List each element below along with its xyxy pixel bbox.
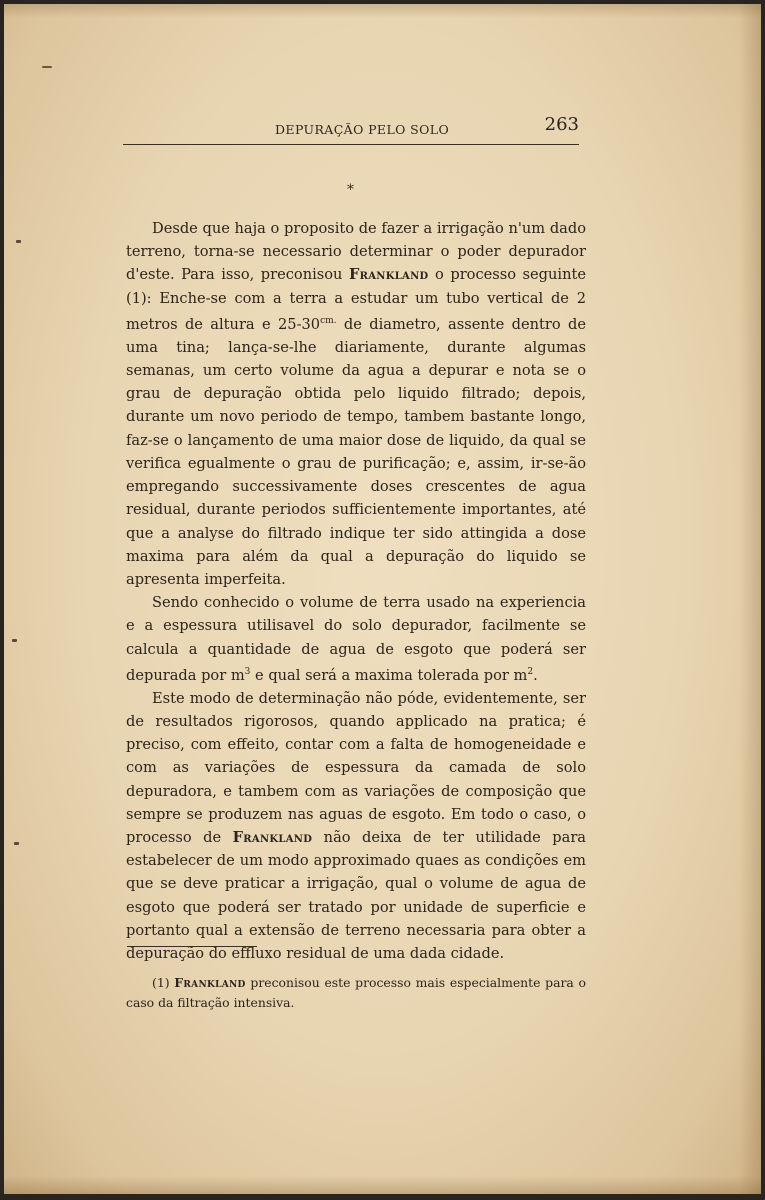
page-shadow-right (739, 4, 761, 1194)
page-number: 263 (544, 114, 579, 135)
running-header (123, 112, 579, 145)
unit-superscript: cm. (320, 315, 337, 326)
author-name: Frankland (232, 829, 313, 846)
author-name: Frankland (174, 975, 246, 990)
paragraph-1: Desde que haja o proposito de fazer a irrigação n'um dado terreno, torna-se necessario determinar o poder depurador d'este. Para isso, preconisou Frankland o processo seguinte (1): Enche-se com a terra a estudar um tubo vertical de 2 metros de altura e $25-30^{cm.}$ de diametro, assente dentro de uma tina; lança-se-lhe diariamente, durante algumas semanas, um certo volume da agua a depurar e nota se o grau de depuração obtida pelo liquido filtrado; depois, durante um novo periodo de tempo, tambem bastante longo, faz-se o lançamento de uma maior dose de liquido, da qual se verifica egualmente o grau de purificação; e, assim, ir-se-ão empregando successivamente doses crescentes de agua residual, durante periodos sufficientemente importantes, até que a analyse do filtrado indique ter sido attingida a dose maxima para além da qual a depuração do liquido se apresenta imperfeita. (126, 220, 586, 588)
section-asterisk: * (347, 182, 354, 198)
page-shadow-bottom (4, 1176, 761, 1194)
paragraph-2: Sendo conhecido o volume de terra usado na experiencia e a espessura utilisavel do solo depurador, facilmente se calcula a quantidade de agua de esgoto que poderá ser depurada por $m^3$ e qual será a maxima tolerada por $m^2$. (126, 594, 586, 684)
square-superscript: 2 (527, 666, 534, 677)
body-text (126, 217, 586, 965)
footnote-divider (127, 946, 257, 947)
footnote: (1) Frankland preconisou este processo mais especialmente para o caso da filtração intensiva. (126, 975, 587, 1010)
paper-blemish (16, 240, 21, 243)
book-page (4, 4, 761, 1194)
author-name: Frankland (348, 266, 429, 284)
running-title: DEPURAÇÃO PELO SOLO (275, 122, 450, 137)
cubic-superscript: 3 (244, 666, 251, 677)
paper-blemish (42, 66, 52, 68)
paper-blemish (12, 639, 17, 642)
page-shadow-top (4, 4, 761, 18)
paragraph-3: Este modo de determinação não póde, evidentemente, ser de resultados rigorosos, quando applicado na pratica; é preciso, com effeito, contar com a falta de homogeneidade e com as variações de espessura da camada de solo depuradora, e tambem com as variações de composição que sempre se produzem nas aguas de esgoto. Em todo o caso, o processo de Frankland não deixa de ter utilidade para estabelecer de um modo approximado quaes as condições em que se deve praticar a irrigação, qual o volume de agua de esgoto que poderá ser tratado por unidade de superficie e portanto qual a extensão de terreno necessaria para obter a depuração do effluxo residual de uma dada cidade. (126, 689, 587, 963)
paper-blemish (14, 842, 19, 845)
